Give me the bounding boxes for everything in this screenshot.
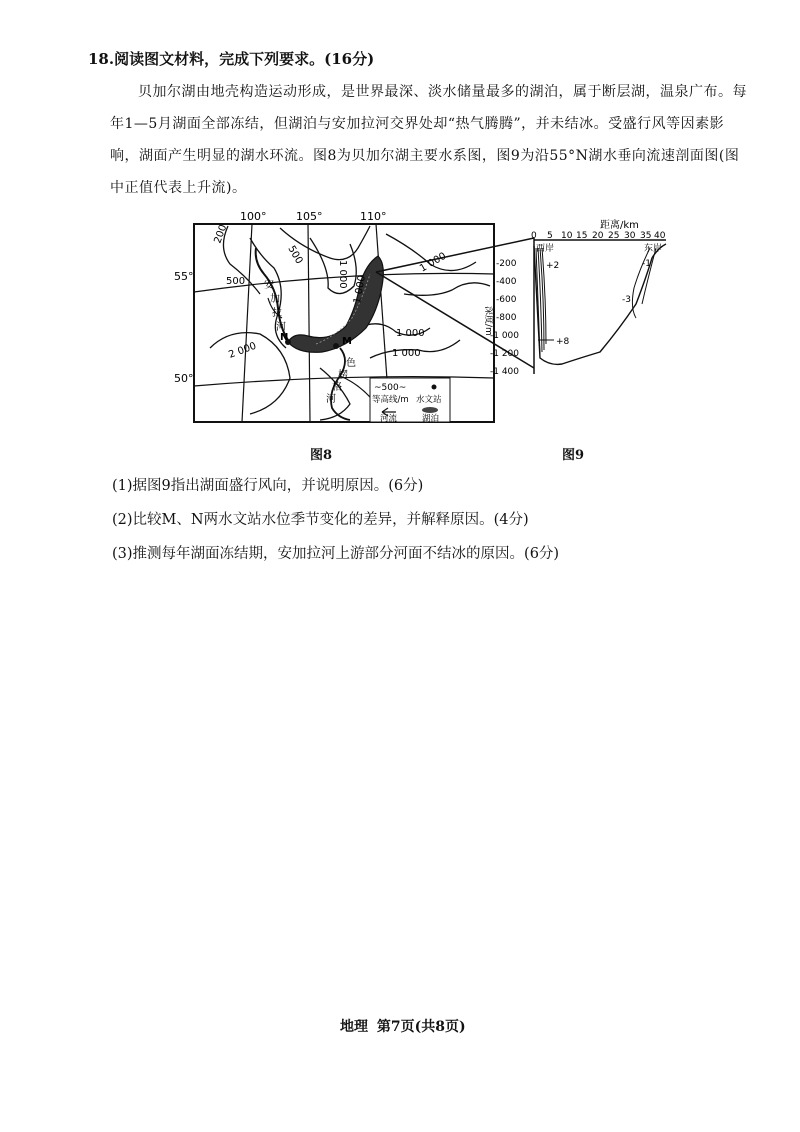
fig9-x-tick: 30: [624, 231, 636, 241]
fig9-y-tick: -400: [496, 277, 517, 287]
fig8-legend: [370, 378, 450, 424]
selenga-char: 格: [332, 382, 342, 393]
fig9-value-label: +8: [556, 337, 570, 347]
contour-label: 1 000: [418, 250, 449, 275]
contour-label: 500: [226, 276, 246, 287]
legend-lake-symbol: [422, 407, 438, 413]
fig9-x-tick: 40: [654, 231, 666, 241]
fig9-value-label: -1: [642, 259, 651, 269]
station-n-label: N: [280, 332, 289, 343]
fig9-x-title: 距离/km: [600, 220, 639, 231]
lon-label-105: 105°: [296, 210, 323, 223]
fig9-y-tick: -600: [496, 295, 517, 305]
selenga-char: 楞: [338, 370, 348, 381]
contour-label: 500: [285, 244, 305, 267]
fig9-y-tick: -800: [496, 313, 517, 323]
contour-label: 1 000: [337, 260, 348, 289]
angara-char: 拉: [272, 308, 282, 319]
angara-char: 河: [276, 322, 286, 333]
fig9-x-tick: 0: [531, 231, 537, 241]
contour-label: 1 000: [392, 348, 421, 359]
selenga-char: 色: [346, 358, 356, 369]
legend-lake-label: 湖泊: [422, 414, 440, 424]
contour-label: 1 000: [352, 274, 368, 305]
lat-label-55: 55°: [174, 270, 194, 283]
fig9-x-tick: 35: [640, 231, 652, 241]
fig9-y-tick: -1 000: [490, 331, 520, 341]
contour-label: 2 000: [227, 340, 258, 361]
fig9-west-label: 西岸: [536, 244, 555, 254]
fig9-value-label: +2: [546, 261, 560, 271]
selenga-char: 河: [326, 394, 336, 405]
legend-contour-label: 等高线/m: [372, 395, 409, 405]
subquestion-2: (2)比较M、N两水文站水位季节变化的差异，并解释原因。(4分): [112, 512, 529, 528]
angara-char: 加: [270, 294, 280, 305]
legend-river-label: 河流: [380, 414, 398, 424]
fig9-value-label: -3: [622, 295, 631, 305]
fig9-x-tick: 15: [576, 231, 588, 241]
lat-label-50: 50°: [174, 372, 194, 385]
legend-station-label: 水文站: [416, 395, 442, 405]
legend-contour-sample: ~500~: [374, 383, 407, 393]
contour-label: 200: [212, 223, 230, 246]
station-m-label: M: [342, 336, 352, 347]
subquestion-3: (3)推测每年湖面冻结期，安加拉河上游部分河面不结冰的原因。(6分): [112, 546, 560, 562]
legend-station-symbol: [432, 385, 437, 390]
question-paragraph: 贝加尔湖由地壳构造运动形成，是世界最深、淡水储量最多的湖泊，属于断层湖，温泉广布。每年1—5月湖面全部冻结，但湖泊与安加拉河交界处却“热气腾腾”，并未结冰。受盛行风等因素影响，湖面产生明显的湖水环流。图8为贝加尔湖主要水系图，图9为沿55°N湖水垂向流速剖面图(图中正值代表上升流)。: [110, 84, 747, 196]
fig9-caption: 图9: [562, 448, 585, 463]
fig9-y-tick: -1 400: [490, 367, 520, 377]
lon-label-110: 110°: [360, 210, 387, 223]
figure-8-and-9: [174, 208, 710, 438]
contour-label: 1 000: [396, 328, 425, 339]
fig9-x-tick: 10: [561, 231, 573, 241]
fig9-y-title: 深度/m: [483, 306, 493, 336]
fig9-x-tick: 20: [592, 231, 604, 241]
angara-char: 安: [264, 280, 274, 291]
page-footer: 地理 第7页(共8页): [340, 1019, 466, 1035]
fig9-y-tick: -1 200: [490, 349, 520, 359]
fig9-y-tick: -200: [496, 259, 517, 269]
fig8-caption: 图8: [310, 448, 333, 463]
lon-label-100: 100°: [240, 210, 267, 223]
fig9-east-label: 东岸: [644, 244, 663, 254]
fig9-x-tick: 5: [547, 231, 553, 241]
subquestion-1: (1)据图9指出湖面盛行风向，并说明原因。(6分): [112, 478, 424, 494]
question-title: 18.阅读图文材料，完成下列要求。(16分): [88, 50, 375, 68]
fig9-x-tick: 25: [608, 231, 620, 241]
figures: [174, 208, 710, 442]
